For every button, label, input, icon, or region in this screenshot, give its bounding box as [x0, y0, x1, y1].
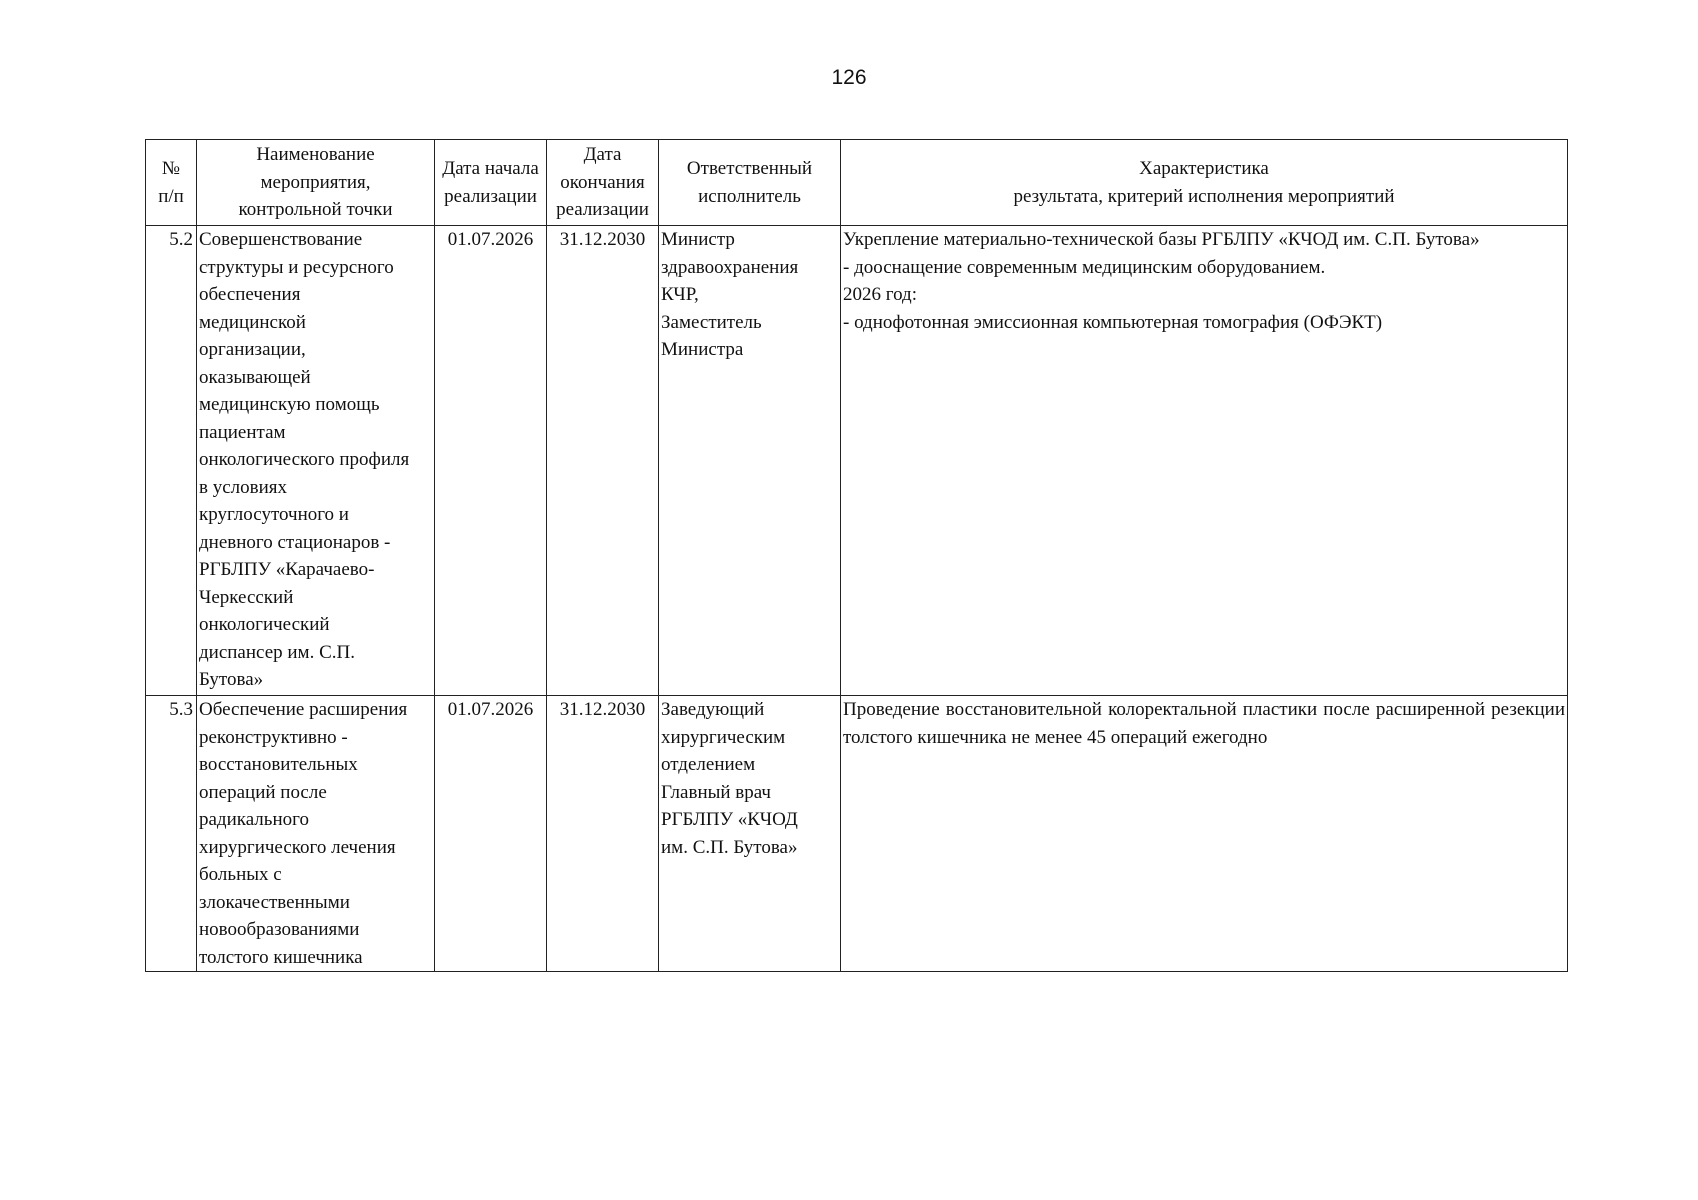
start-date: 01.07.2026: [435, 226, 547, 696]
result-description: Проведение восстановительной колоректальной пластики после расширенной резекции толстого кишечника не менее 45 операций ежегодно: [841, 696, 1568, 972]
header-responsible: Ответственный исполнитель: [659, 140, 841, 226]
measure-name: Обеспечение расширения реконструктивно - восстановительных операций после радикального хирургического лечения больных с злокачественными новообразованиями толстого кишечника: [197, 696, 435, 972]
header-num: № п/п: [146, 140, 197, 226]
header-result: Характеристика результата, критерий исполнения мероприятий: [841, 140, 1568, 226]
responsible-executor: Министр здравоохранения КЧР, Заместитель Министра: [659, 226, 841, 696]
end-date: 31.12.2030: [547, 226, 659, 696]
measure-name: Совершенствование структуры и ресурсного обеспечения медицинской организации, оказывающей медицинскую помощь пациентам онкологического профиля в условиях круглосуточного и дневного стационаров - РГБЛПУ «Карачаево- Черкесский онкологический диспансер им. С.П. Бутова»: [197, 226, 435, 696]
row-number: 5.2: [146, 226, 197, 696]
end-date: 31.12.2030: [547, 696, 659, 972]
result-description: Укрепление материально-технической базы РГБЛПУ «КЧОД им. С.П. Бутова» - дооснащение современным медицинским оборудованием. 2026 год: - однофотонная эмиссионная компьютерная томография (ОФЭКТ): [841, 226, 1568, 696]
header-name: Наименование мероприятия, контрольной точки: [197, 140, 435, 226]
responsible-executor: Заведующий хирургическим отделением Главный врач РГБЛПУ «КЧОД им. С.П. Бутова»: [659, 696, 841, 972]
header-start-date: Дата начала реализации: [435, 140, 547, 226]
header-end-date: Дата окончания реализации: [547, 140, 659, 226]
start-date: 01.07.2026: [435, 696, 547, 972]
table-header-row: [146, 140, 1568, 226]
measures-table: [145, 139, 1568, 972]
row-number: 5.3: [146, 696, 197, 972]
table-row: [146, 696, 1568, 972]
page-number: 126: [831, 66, 867, 89]
table-row: [146, 226, 1568, 696]
